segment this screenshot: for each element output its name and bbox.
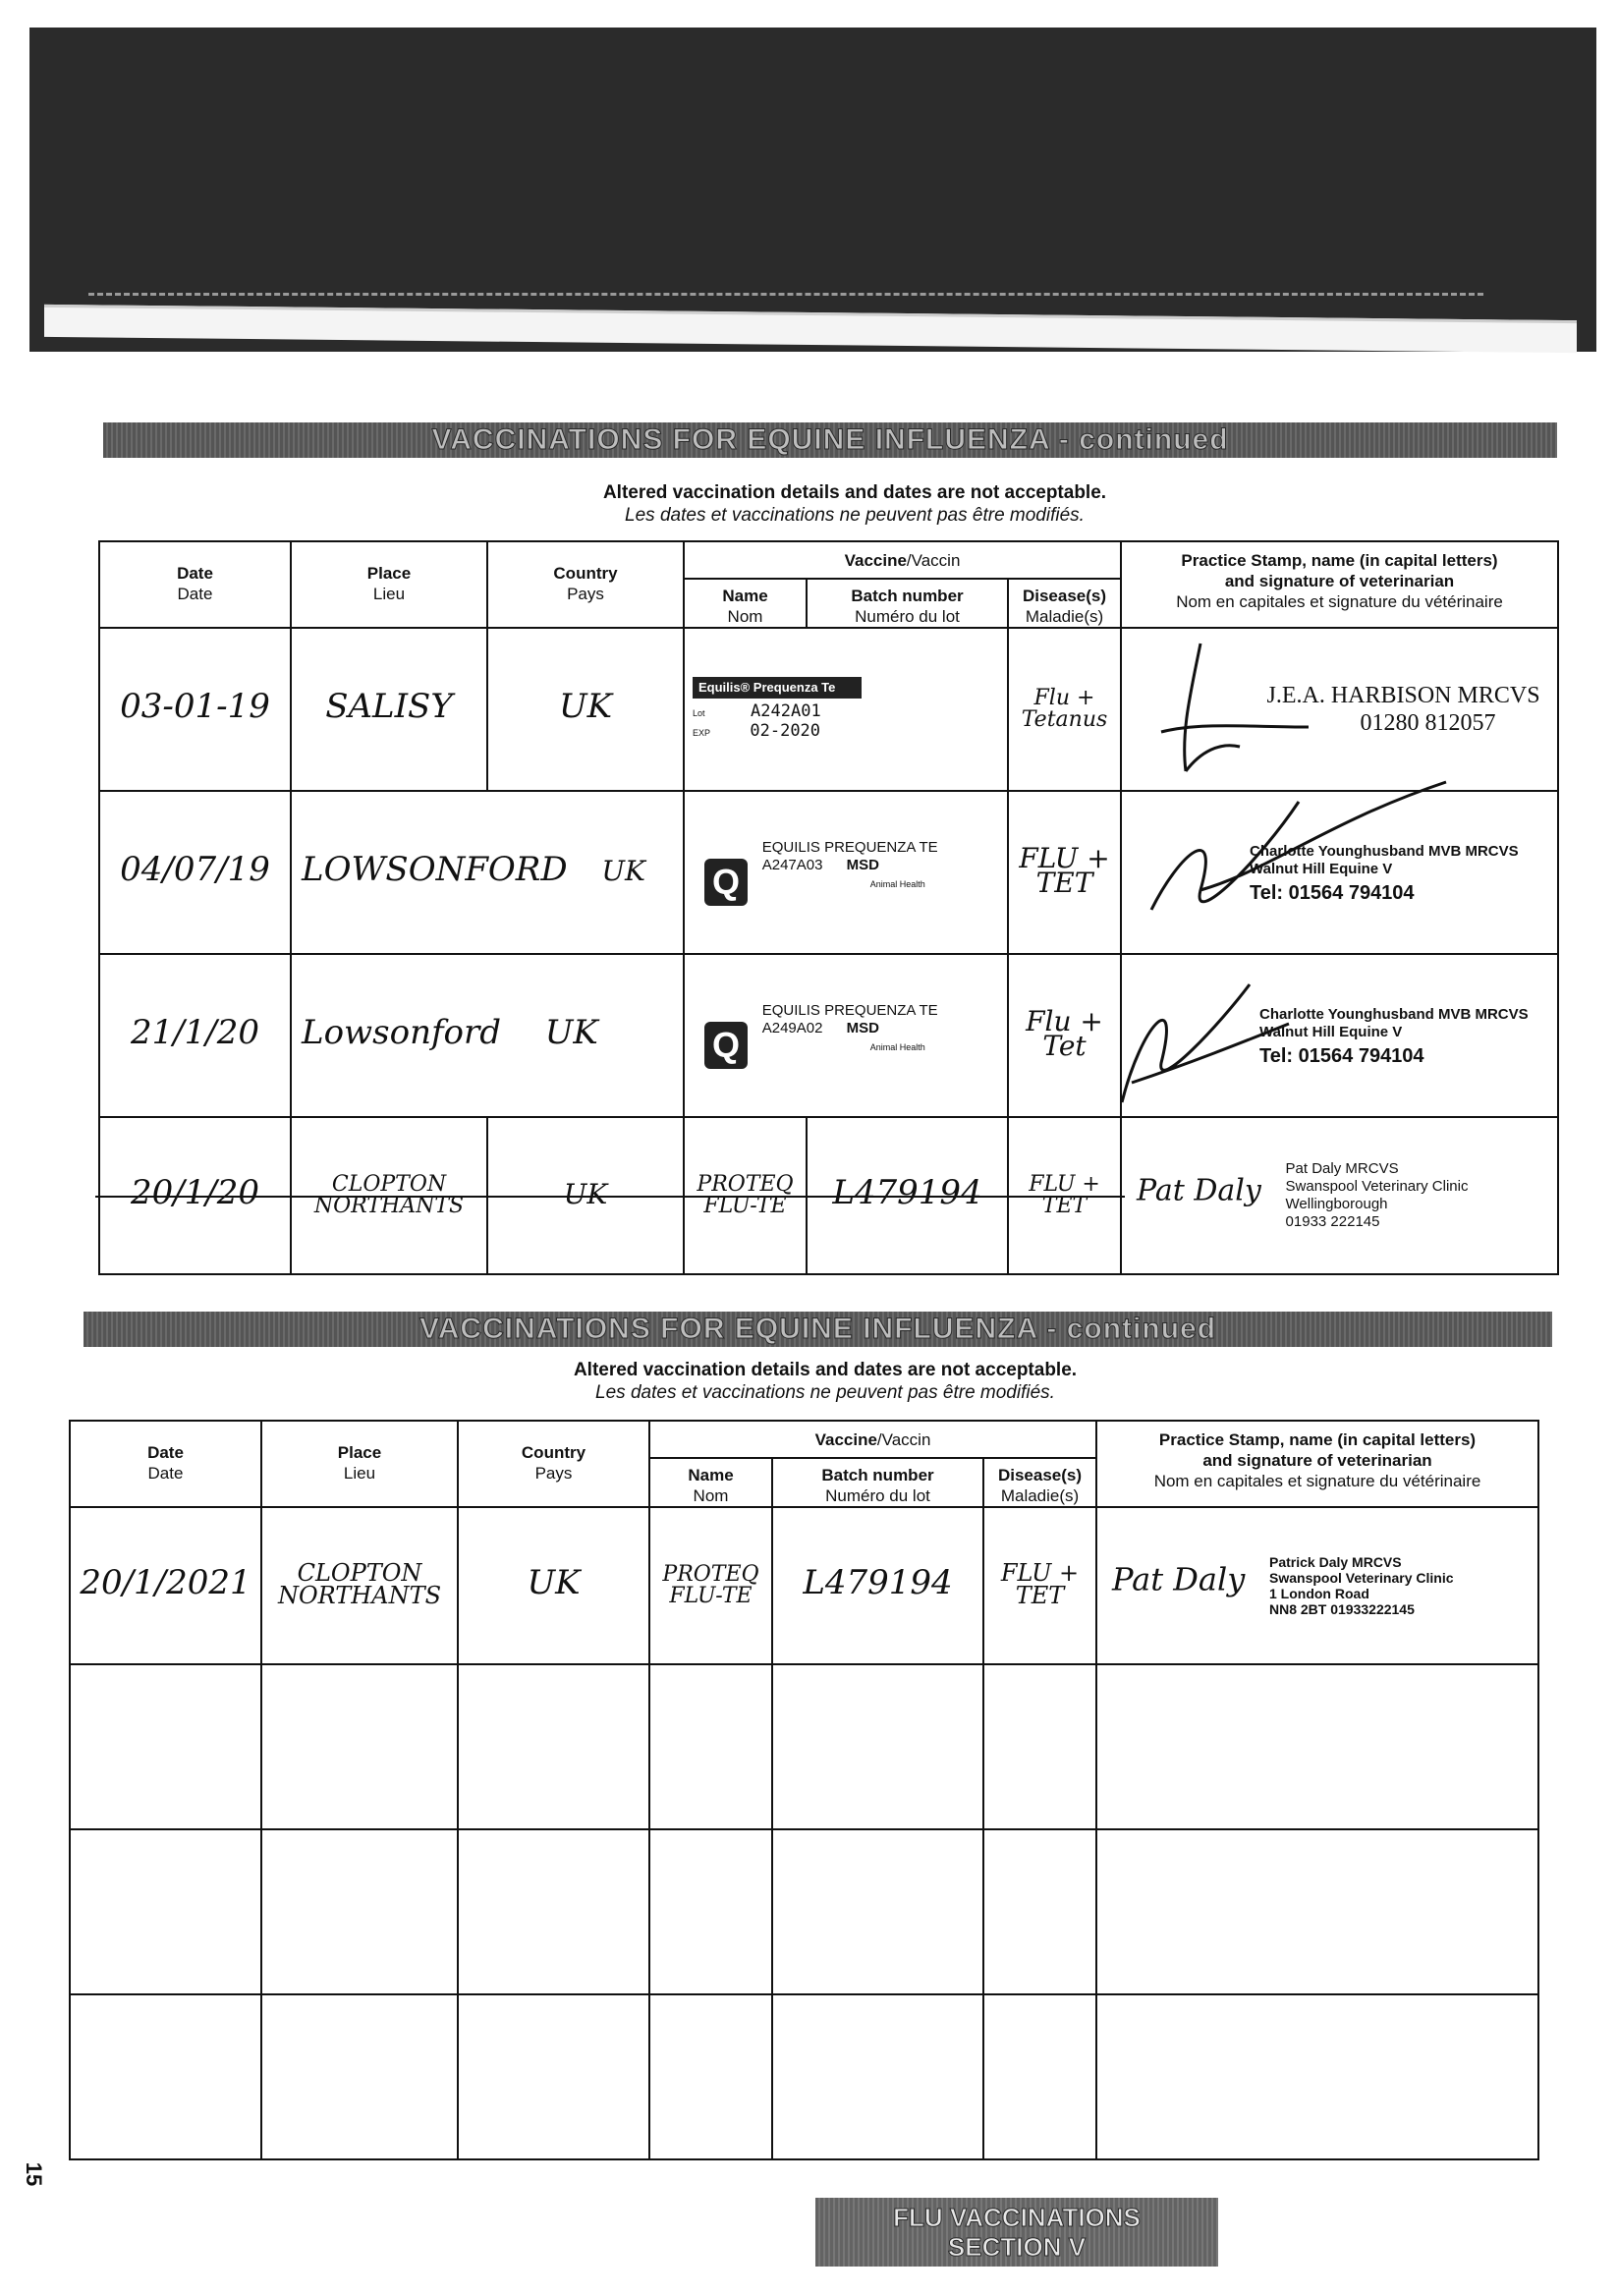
table-row-empty	[70, 1664, 1538, 1829]
header-vaccine: Vaccine/Vaccin	[684, 541, 1121, 579]
header-stamp: Practice Stamp, name (in capital letters) and signature of veterinarian Nom en capitales et signature du vétérinaire	[1096, 1421, 1538, 1507]
sticker-maker-sub: Animal Health	[869, 1041, 925, 1052]
cell-vaccine-label	[684, 791, 1008, 954]
table-row-empty	[70, 1994, 1538, 2159]
scanned-previous-page	[29, 28, 1596, 352]
table-row	[99, 791, 1558, 954]
cell-batch: L479194	[772, 1507, 983, 1664]
section-tab	[815, 2198, 1218, 2267]
stamp-line: Patrick Daly MRCVS	[1269, 1554, 1402, 1570]
cell-place-country	[291, 791, 684, 954]
header-disease: Disease(s) Maladie(s)	[1008, 579, 1121, 628]
cell-stamp	[1121, 791, 1558, 954]
place-text: Lowsonford	[302, 1013, 502, 1052]
notice-en: Altered vaccination details and dates are not acceptable.	[602, 482, 1107, 503]
section-tab-line-1: FLU VACCINATIONS	[893, 2203, 1141, 2232]
stamp-line: 01933 222145	[1285, 1213, 1380, 1230]
header-stamp: Practice Stamp, name (in capital letters) and signature of veterinarian Nom en capitales et signature du vétérinaire	[1121, 541, 1558, 628]
sticker-maker: MSD	[846, 856, 879, 873]
page-number: 15	[22, 2161, 47, 2187]
perforation-line	[88, 293, 1483, 296]
stamp-line: NN8 2BT 01933222145	[1269, 1601, 1415, 1617]
table-row	[99, 1117, 1558, 1274]
place-text: LOWSONFORD	[302, 850, 568, 889]
cell-place: SALISY	[291, 628, 487, 791]
header-vaccine: Vaccine/Vaccin	[649, 1421, 1096, 1458]
cell-disease: Flu + Tetanus	[1008, 628, 1121, 791]
cell-disease: FLU + TET	[1008, 791, 1121, 954]
section-tab-line-2: SECTION V	[947, 2232, 1087, 2262]
cell-disease: FLU + TET	[1008, 1117, 1121, 1274]
sticker-batch: A247A03	[761, 856, 823, 873]
cell-stamp	[1121, 1117, 1558, 1274]
cell-name: PROTEQ FLU-TE	[649, 1507, 772, 1664]
notice-fr: Les dates et vaccinations ne peuvent pas être modifiés.	[625, 505, 1085, 526]
cell-name: PROTEQ FLU-TE	[684, 1117, 807, 1274]
sticker-brand: EQUILIS PREQUENZA TE	[761, 838, 938, 856]
cell-date: 04/07/19	[99, 791, 291, 954]
cell-date: 21/1/20	[99, 954, 291, 1117]
cell-place: CLOPTON NORTHANTS	[261, 1507, 458, 1664]
sticker-brand: Equilis® Prequenza Te	[693, 677, 862, 699]
cell-date: 20/1/20	[99, 1117, 291, 1274]
stamp-line: Swanspool Veterinary Clinic	[1285, 1178, 1469, 1195]
table-row	[99, 954, 1558, 1117]
header-place: Place Lieu	[261, 1421, 458, 1507]
cell-batch: L479194	[807, 1117, 1008, 1274]
sticker-batch: A242A01	[751, 701, 821, 721]
vaccination-table-2	[69, 1420, 1539, 2160]
notice-en: Altered vaccination details and dates are not acceptable.	[573, 1360, 1078, 1380]
q-logo-icon: Q	[704, 859, 748, 906]
cell-vaccine-label	[684, 954, 1008, 1117]
cell-place: CLOPTON NORTHANTS	[291, 1117, 487, 1274]
cell-country: UK	[487, 1117, 684, 1274]
header-name: Name Nom	[684, 579, 807, 628]
banner-title: VACCINATIONS FOR EQUINE INFLUENZA - continued	[431, 423, 1229, 456]
cell-country: UK	[458, 1507, 649, 1664]
section-banner-1	[103, 422, 1557, 458]
banner-title: VACCINATIONS FOR EQUINE INFLUENZA - continued	[418, 1313, 1217, 1345]
stamp-line: Tel: 01564 794104	[1259, 1045, 1424, 1067]
cell-stamp	[1096, 1507, 1538, 1664]
header-disease: Disease(s) Maladie(s)	[983, 1458, 1096, 1507]
stamp-text	[1250, 682, 1557, 737]
stamp-line: Swanspool Veterinary Clinic	[1269, 1570, 1454, 1586]
cell-date: 20/1/2021	[70, 1507, 261, 1664]
stamp-text	[1259, 1006, 1557, 1065]
sticker-maker: MSD	[846, 1019, 879, 1036]
header-place: Place Lieu	[291, 541, 487, 628]
header-country: Country Pays	[487, 541, 684, 628]
cell-disease: Flu + Tet	[1008, 954, 1121, 1117]
vaccine-sticker	[762, 1002, 938, 1056]
stamp-line: Pat Daly MRCVS	[1285, 1160, 1399, 1177]
sticker-exp-tag: EXP	[693, 728, 710, 738]
vaccine-sticker	[693, 677, 862, 742]
signature-text: Pat Daly	[1112, 1560, 1246, 1598]
stamp-line: 01280 812057	[1360, 710, 1496, 736]
notice-1	[413, 481, 1297, 527]
stamp-text	[1269, 1554, 1454, 1617]
vaccine-sticker	[762, 839, 938, 893]
cell-stamp	[1121, 954, 1558, 1117]
table-row	[70, 1507, 1538, 1664]
stamp-line: Wellingborough	[1285, 1196, 1388, 1212]
cell-place-country	[291, 954, 684, 1117]
table-row-empty	[70, 1829, 1538, 1994]
stamp-line: Tel: 01564 794104	[1250, 882, 1415, 904]
signature-text: Pat Daly	[1137, 1173, 1261, 1208]
page-edge	[44, 305, 1577, 353]
stamp-line: J.E.A. HARBISON MRCVS	[1266, 683, 1540, 708]
country-text: UK	[601, 855, 645, 887]
q-logo-icon: Q	[704, 1022, 748, 1069]
sticker-brand: EQUILIS PREQUENZA TE	[761, 1001, 938, 1019]
notice-fr: Les dates et vaccinations ne peuvent pas être modifiés.	[595, 1382, 1055, 1403]
cell-disease: FLU + TET	[983, 1507, 1096, 1664]
header-batch: Batch number Numéro du lot	[807, 579, 1008, 628]
sticker-expiry: 02-2020	[750, 721, 821, 741]
stamp-text	[1286, 1160, 1469, 1231]
header-country: Country Pays	[458, 1421, 649, 1507]
vaccination-table-1	[98, 540, 1559, 1275]
stamp-line: Charlotte Younghusband MVB MRCVS	[1250, 843, 1519, 860]
stamp-text	[1250, 843, 1557, 902]
sticker-maker-sub: Animal Health	[869, 878, 925, 889]
sticker-lot-tag: Lot	[693, 708, 705, 718]
country-text: UK	[544, 1013, 598, 1052]
cell-country: UK	[487, 628, 684, 791]
header-date: Date Date	[99, 541, 291, 628]
header-batch: Batch number Numéro du lot	[772, 1458, 983, 1507]
stamp-line: Charlotte Younghusband MVB MRCVS	[1259, 1006, 1529, 1023]
cell-vaccine-label	[684, 628, 1008, 791]
stamp-line: Walnut Hill Equine V	[1250, 861, 1393, 877]
header-date: Date Date	[70, 1421, 261, 1507]
section-banner-2	[84, 1312, 1552, 1347]
cell-date: 03-01-19	[99, 628, 291, 791]
header-name: Name Nom	[649, 1458, 772, 1507]
stamp-line: 1 London Road	[1269, 1586, 1369, 1601]
stamp-line: Walnut Hill Equine V	[1259, 1024, 1403, 1040]
sticker-batch: A249A02	[761, 1019, 823, 1036]
notice-2	[383, 1359, 1267, 1404]
